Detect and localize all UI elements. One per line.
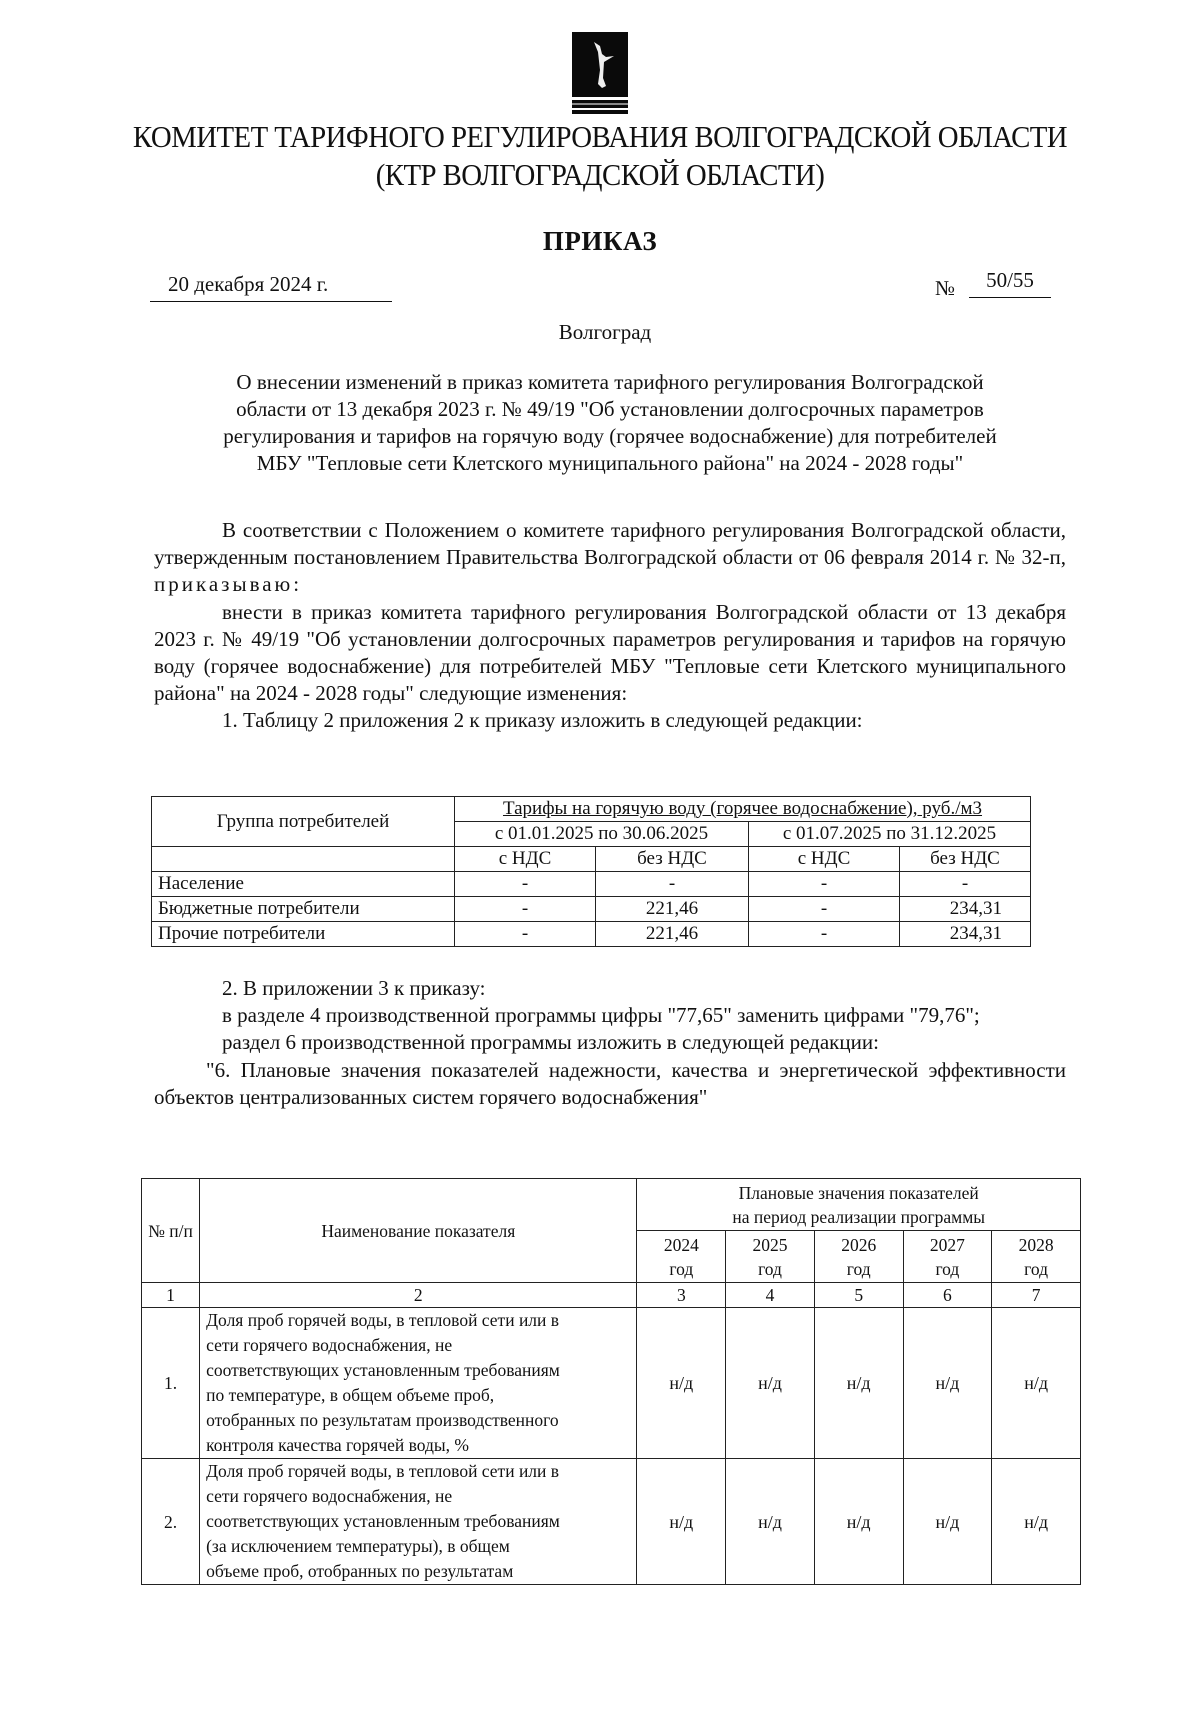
coat-of-arms-emblem <box>572 32 628 114</box>
tariff-value: 234,31 <box>900 897 1031 922</box>
year: 2026 <box>841 1234 877 1255</box>
indicator-value: н/д <box>637 1308 726 1459</box>
year-unit: год <box>935 1258 960 1279</box>
indicator-name-line: контроля качества горячей воды, % <box>206 1435 470 1455</box>
table-row <box>152 897 1031 922</box>
header-tariff-text: Тарифы на горячую воду (горячее водоснабжение), руб./м3 <box>502 798 983 819</box>
period-1: с 01.01.2025 по 30.06.2025 <box>455 822 749 847</box>
column-number: 3 <box>637 1283 726 1308</box>
item-1: 1. Таблицу 2 приложения 2 к приказу изложить в следующей редакции: <box>222 708 863 733</box>
group-name: Прочие потребители <box>152 922 455 947</box>
tariff-value: - <box>749 872 900 897</box>
order-word: приказываю: <box>154 572 303 597</box>
header-name: Наименование показателя <box>200 1179 637 1283</box>
subject-line: МБУ "Тепловые сети Клетского муниципального района" на 2024 - 2028 годы" <box>256 451 964 475</box>
order-body <box>154 517 1066 735</box>
section6-change: раздел 6 производственной программы изложить в следующей редакции: <box>222 1030 879 1055</box>
subheader-empty <box>152 847 455 872</box>
group-name: Население <box>152 872 455 897</box>
indicator-name-line: (за исключением температуры), в общем <box>206 1536 510 1556</box>
order-date: 20 декабря 2024 г. <box>150 272 392 302</box>
header-plan-line2: на период реализации программы <box>732 1206 986 1227</box>
subheader: с НДС <box>455 847 596 872</box>
indicator-table <box>141 1178 1081 1585</box>
row-number: 2. <box>142 1459 200 1585</box>
header-group: Группа потребителей <box>152 797 455 847</box>
header-plan-line1: Плановые значения показателей <box>738 1182 979 1203</box>
indicator-name-line: соответствующих установленным требованиям <box>206 1360 560 1380</box>
table-row <box>142 1459 1081 1585</box>
indicator-name-line: отобранных по результатам производственного <box>206 1410 559 1430</box>
year-unit: год <box>846 1258 871 1279</box>
tariff-value: - <box>900 872 1031 897</box>
indicator-value: н/д <box>992 1308 1081 1459</box>
subheader: с НДС <box>749 847 900 872</box>
indicator-name-line: соответствующих установленным требованиям <box>206 1511 560 1531</box>
header-num: № п/п <box>142 1179 200 1283</box>
preamble-text: В соответствии с Положением о комитете тарифного регулирования Волгоградской области, утвержденным постановлением Правительства Волгоградской области от 06 февраля 2014 г. № 32-п, <box>154 518 1066 570</box>
year: 2027 <box>929 1234 965 1255</box>
section6-title: "6. Плановые значения показателей надежности, качества и энергетической эффективности объектов централизованных систем горячего водоснабжения" <box>154 1057 1066 1109</box>
coat-of-arms-icon <box>572 32 628 114</box>
column-number: 2 <box>200 1283 637 1308</box>
organization-name: КОМИТЕТ ТАРИФНОГО РЕГУЛИРОВАНИЯ ВОЛГОГРАДСКОЙ ОБЛАСТИ <box>132 119 1068 154</box>
organization-abbr: (КТР ВОЛГОГРАДСКОЙ ОБЛАСТИ) <box>375 157 825 192</box>
row-number: 1. <box>142 1308 200 1459</box>
tariff-value: 234,31 <box>900 922 1031 947</box>
item-2: 2. В приложении 3 к приказу: <box>222 976 486 1000</box>
tariff-value: - <box>596 872 749 897</box>
column-number: 5 <box>814 1283 903 1308</box>
year-header <box>726 1231 815 1283</box>
tariff-value: - <box>455 872 596 897</box>
indicator-value: н/д <box>726 1459 815 1585</box>
indicator-value: н/д <box>726 1308 815 1459</box>
year-unit: год <box>1024 1258 1049 1279</box>
column-number: 1 <box>142 1283 200 1308</box>
tariff-value: - <box>455 922 596 947</box>
indicator-name-line: объеме проб, отобранных по результатам <box>206 1561 514 1581</box>
group-name: Бюджетные потребители <box>152 897 455 922</box>
document-type: ПРИКАЗ <box>542 226 658 256</box>
indicator-value: н/д <box>903 1308 992 1459</box>
subject-line: регулирования и тарифов на горячую воду (горячее водоснабжение) для потребителей <box>223 424 997 448</box>
header-plan <box>637 1179 1081 1231</box>
tariff-value: - <box>749 897 900 922</box>
tariff-value: - <box>455 897 596 922</box>
order-number: 50/55 <box>969 268 1051 298</box>
column-number-row <box>142 1283 1081 1308</box>
order-body-part2 <box>154 975 1066 1111</box>
order-number-label: № <box>935 276 956 300</box>
table-row <box>152 922 1031 947</box>
organization-title <box>42 118 1158 194</box>
indicator-value: н/д <box>814 1459 903 1585</box>
indicator-value: н/д <box>637 1459 726 1585</box>
subject-line: области от 13 декабря 2023 г. № 49/19 "Об установлении долгосрочных параметров <box>236 397 984 421</box>
year: 2025 <box>752 1234 788 1255</box>
subheader: без НДС <box>596 847 749 872</box>
tariff-table <box>151 796 1031 947</box>
indicator-name <box>200 1308 637 1459</box>
year: 2024 <box>663 1234 699 1255</box>
tariff-value: 221,46 <box>596 897 749 922</box>
section4-change: в разделе 4 производственной программы цифры "77,65" заменить цифрами "79,76"; <box>222 1003 980 1028</box>
order-subject <box>170 369 1050 477</box>
indicator-name-line: Доля проб горячей воды, в тепловой сети или в <box>206 1310 560 1330</box>
table-row <box>142 1308 1081 1459</box>
tariff-value: - <box>749 922 900 947</box>
indicator-value: н/д <box>992 1459 1081 1585</box>
table-row <box>152 872 1031 897</box>
indicator-value: н/д <box>814 1308 903 1459</box>
subheader: без НДС <box>900 847 1031 872</box>
column-number: 7 <box>992 1283 1081 1308</box>
indicator-value: н/д <box>903 1459 992 1585</box>
directive-paragraph: внести в приказ комитета тарифного регулирования Волгоградской области от 13 декабря 2023 г. № 49/19 "Об установлении долгосрочных параметров регулирования и тарифов на горячую воду (горячее водоснабжение) для потребителей МБУ "Тепловые сети Клетского муниципального района" на 2024 - 2028 годы" следующие изменения: <box>154 599 1066 706</box>
year-unit: год <box>669 1258 694 1279</box>
indicator-name-line: по температуре, в общем объеме проб, <box>206 1385 495 1405</box>
year: 2028 <box>1018 1234 1054 1255</box>
header-tariff <box>455 797 1031 822</box>
year-header <box>992 1231 1081 1283</box>
year-header <box>903 1231 992 1283</box>
indicator-name-line: сети горячего водоснабжения, не <box>206 1335 453 1355</box>
year-header <box>637 1231 726 1283</box>
year-unit: год <box>758 1258 782 1279</box>
indicator-name-line: Доля проб горячей воды, в тепловой сети или в <box>206 1461 560 1481</box>
year-header <box>814 1231 903 1283</box>
indicator-name-line: сети горячего водоснабжения, не <box>206 1486 453 1506</box>
city: Волгоград <box>558 320 652 344</box>
tariff-value: 221,46 <box>596 922 749 947</box>
indicator-name <box>200 1459 637 1585</box>
subject-line: О внесении изменений в приказ комитета тарифного регулирования Волгоградской <box>236 370 984 394</box>
period-2: с 01.07.2025 по 31.12.2025 <box>749 822 1031 847</box>
column-number: 4 <box>726 1283 815 1308</box>
column-number: 6 <box>903 1283 992 1308</box>
preamble-paragraph <box>154 517 1066 599</box>
